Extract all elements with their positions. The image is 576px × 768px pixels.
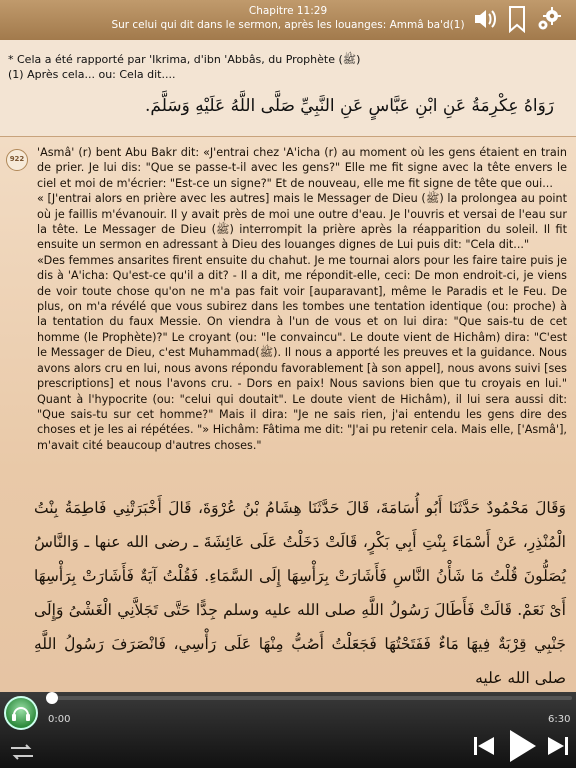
play-button[interactable]: [506, 728, 538, 768]
chapter-subtitle: Sur celui qui dit dans le sermon, après les louanges: Ammâ ba'd(1): [111, 19, 465, 31]
total-duration: 6:30: [548, 714, 571, 725]
repeat-icon[interactable]: [8, 742, 36, 766]
note-line-2: (1) Après cela... ou: Cela dit....: [8, 68, 176, 81]
next-button[interactable]: [546, 734, 570, 762]
chapter-note: [8, 52, 568, 82]
elapsed-time: 0:00: [48, 714, 71, 725]
app-logo-icon: [4, 696, 38, 730]
bookmark-icon[interactable]: [508, 5, 526, 37]
speaker-icon[interactable]: [472, 7, 498, 35]
chapter-title: Chapitre 11:29: [248, 5, 328, 17]
header-titles: [100, 4, 476, 32]
progress-slider[interactable]: [52, 696, 572, 700]
progress-thumb[interactable]: [46, 692, 58, 704]
previous-button[interactable]: [472, 734, 496, 762]
french-paragraph: « [J'entrai alors en prière avec les autres] mais le Messager de Dieu (ﷺ) la prolongea au point où je faillis m'évanouir. Il y avait près de moi une outre d'eau. Je l'ouvris et versai de l'eau sur la tête. Le Messager de Dieu (ﷺ) interrompit la prière après la réapparition du soleil. Il fit ensuite un sermon en adressant à Dieu des louanges dignes de Lui puis dit: "Cela dit...": [37, 192, 567, 252]
french-paragraph: 'Asmâ' (r) bent Abu Bakr dit: «J'entrai chez 'A'icha (r) au moment où les gens étaient en train de prier. Je lui dis: "Que se passe-t-il avec les gens?" Elle me fit signe avec la tête envers le ciel et moi de m'écrier: "Est-ce un signe?" Et de nouveau, elle me fit signe de tête que oui...: [37, 146, 567, 190]
hadith-french-text: [37, 145, 567, 453]
hadith-arabic-text: وَقَالَ مَحْمُودٌ حَدَّثَنَا أَبُو أُسَامَةَ، قَالَ حَدَّثَنَا هِشَامُ بْنُ عُرْوَةَ، قَالَ أَخْبَرَتْنِي فَاطِمَةُ بِنْتُ الْمُنْذِرِ، عَنْ أَسْمَاءَ بِنْتِ أَبِي بَكْرٍ، قَالَتْ دَخَلْتُ عَلَى عَائِشَةَ ـ رضى الله عنها ـ وَالنَّاسُ يُصَلُّونَ قُلْتُ مَا شَأْنُ النَّاسِ فَأَشَارَتْ بِرَأْسِهَا إِلَى السَّمَاءِ. فَقُلْتُ آيَةٌ فَأَشَارَتْ بِرَأْسِهَا أَىْ نَعَمْ. قَالَتْ فَأَطَالَ رَسُولُ اللَّهِ صلى الله عليه وسلم جِدًّا حَتَّى تَجَلاَّنِي الْغَشْىُ وَإِلَى جَنْبِي قِرْبَةٌ فِيهَا مَاءٌ فَفَتَحْتُهَا فَجَعَلْتُ أَصُبُّ مِنْهَا عَلَى رَأْسِي، فَانْصَرَفَ رَسُولُ اللَّهِ صلى الله عليه: [34, 499, 566, 687]
audio-player: [0, 692, 576, 768]
top-bar: [0, 0, 576, 40]
hadith-number-badge: 922: [6, 149, 28, 171]
arabic-chapter-text: رَوَاهُ عِكْرِمَةُ عَنِ ابْنِ عَبَّاسٍ عَنِ النَّبِيِّ صَلَّى اللَّهُ عَلَيْهِ وَسَلَّمَ.: [144, 96, 554, 116]
french-paragraph: «Des femmes ansarites firent ensuite du chahut. Je me tournai alors pour les faire taire puis je dis à 'A'icha: Qu'est-ce qu'il a dit? - Il a dit, me répondit-elle, ceci: De mon endroit-ci, je viens de voir toute chose qu'on ne m'a pas fait voir [auparavant], même le Paradis et le Feu. De plus, on m'a révélé que vous subirez dans les tombes une tentation identique (ou: proche) à la tentation du faux Messie. On viendra à l'un de vous et on lui dira: "Que sais-tu de cet homme (le Prophète)?" Le croyant (ou: "le convaincu". Le doute vient de Hichâm) dira: "C'est le Messager de Dieu, c'est Muhammad(ﷺ). Il nous a apporté les preuves et la guidance. Nous avons alors cru en lui, nous avons répondu favorablement [à son appel], nous avons suivi [ses prescriptions] et nous l'avons cru. - Dors en paix! Nous savions bien que tu croyais en lui." Quant à l'hypocrite (ou: "celui qui doutait". Le doute vient de Hichâm), il lui sera aussi dit: "Que sais-tu sur cet homme?" Mais il dira: "Je ne sais rien, j'ai entendu les gens dire des choses et je les ai répétées. "» Hichâm: Fâtima me dit: "J'ai pu retenir cela. Mais elle, ['Asmâ'], m'avait cité beaucoup d'autres choses.": [37, 253, 567, 452]
gear-icon[interactable]: [536, 6, 562, 36]
note-line-1: * Cela a été rapporté par 'Ikrima, d'ibn 'Abbâs, du Prophète (ﷺ): [8, 53, 361, 66]
hadith-card[interactable]: [0, 136, 576, 692]
